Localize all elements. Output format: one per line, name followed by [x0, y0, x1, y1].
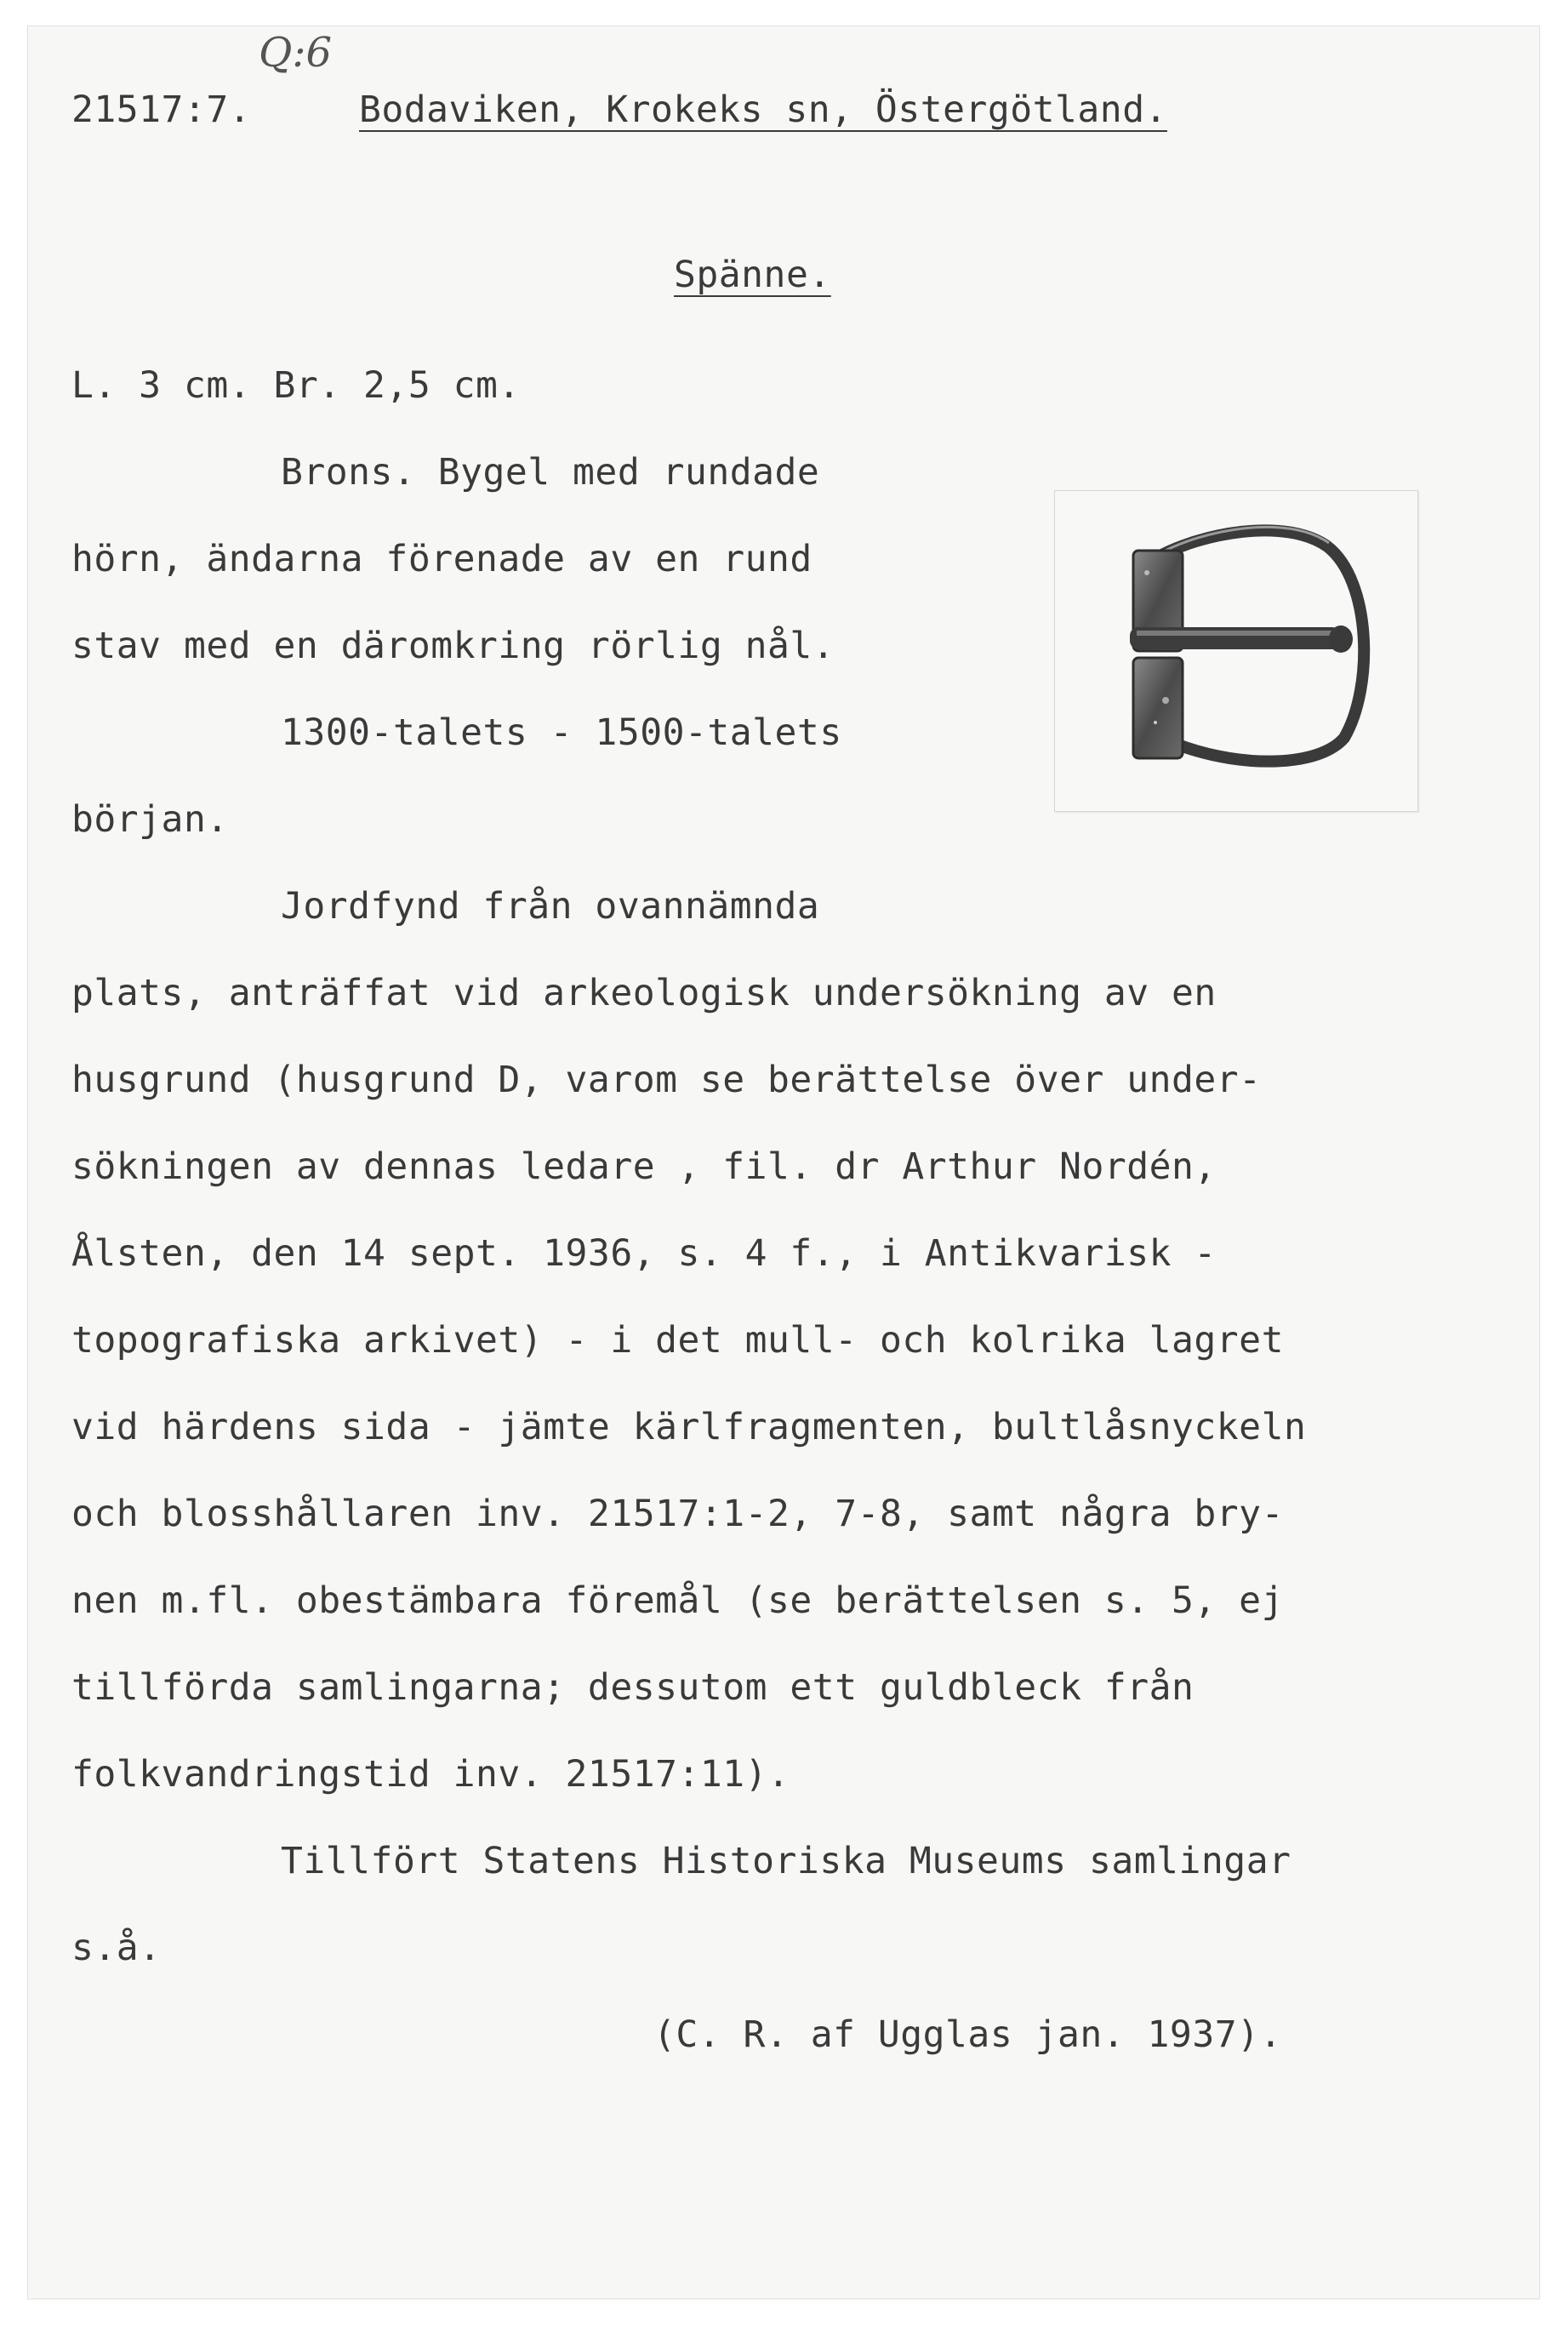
buckle-illustration	[1055, 491, 1417, 811]
find-context-line-2: plats, anträffat vid arkeologisk undersökning av en	[71, 972, 1217, 1014]
measurements: L. 3 cm. Br. 2,5 cm.	[71, 364, 521, 407]
find-context-line-5: Ålsten, den 14 sept. 1936, s. 4 f., i Antikvarisk -	[71, 1232, 1217, 1275]
find-context-line-6: topografiska arkivet) - i det mull- och kolrika lagret	[71, 1319, 1284, 1362]
find-context-line-4: sökningen av dennas ledare , fil. dr Arthur Nordén,	[71, 1145, 1217, 1188]
find-context-line-8: och blosshållaren inv. 21517:1-2, 7-8, samt några bry-	[71, 1493, 1284, 1535]
find-context-line-10: tillförda samlingarna; dessutom ett guldbleck från	[71, 1666, 1195, 1709]
acquisition-line-1: Tillfört Statens Historiska Museums samlingar	[281, 1840, 1291, 1882]
object-title: Spänne.	[674, 254, 831, 296]
buckle-bar-bottom	[1133, 658, 1183, 758]
dating-line-2: början.	[71, 798, 229, 841]
acquisition-line-2: s.å.	[71, 1927, 162, 1969]
find-context-line-7: vid härdens sida - jämte kärlfragmenten, bultlåsnyckeln	[71, 1406, 1307, 1448]
description-line-1: Brons. Bygel med rundade	[281, 451, 820, 494]
find-place: Bodaviken, Krokeks sn, Östergötland.	[359, 89, 1167, 131]
buckle-photo	[1054, 490, 1418, 812]
description-line-2: hörn, ändarna förenade av en rund	[71, 538, 813, 580]
description-line-3: stav med en däromkring rörlig nål.	[71, 625, 835, 667]
dating-line-1: 1300-talets - 1500-talets	[281, 711, 842, 754]
find-context-line-9: nen m.fl. obestämbara föremål (se berättelsen s. 5, ej	[71, 1579, 1284, 1622]
find-context-line-11: folkvandringstid inv. 21517:11).	[71, 1753, 790, 1796]
buckle-pin	[1130, 627, 1341, 649]
inventory-number: 21517:7.	[71, 89, 252, 131]
find-context-line-1: Jordfynd från ovannämnda	[281, 885, 820, 928]
handwritten-annotation: Q:6	[259, 29, 333, 77]
signature: (C. R. af Ugglas jan. 1937).	[653, 2013, 1282, 2056]
find-context-line-3: husgrund (husgrund D, varom se berättelse över under-	[71, 1059, 1262, 1101]
